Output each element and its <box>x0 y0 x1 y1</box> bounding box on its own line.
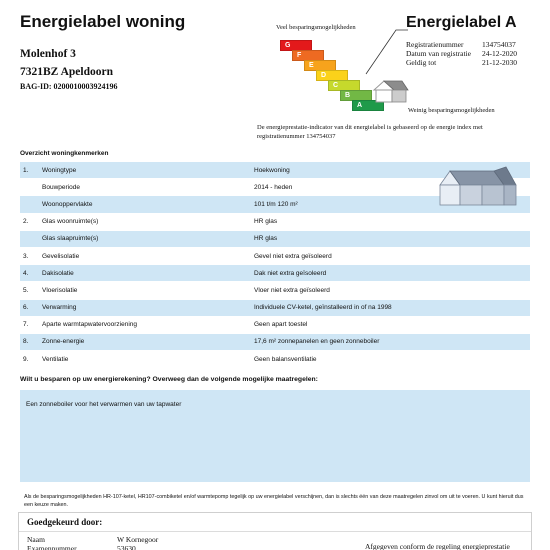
address-line-1: Molenhof 3 <box>20 48 76 60</box>
scale-caption-bottom: Weinig besparingsmogelijkheden <box>408 107 495 114</box>
registration-value: 21-12-2030 <box>482 58 517 67</box>
approval-value: W Kornegoor <box>117 535 159 544</box>
row-number: 8. <box>23 338 29 346</box>
row-name: Verwarming <box>42 304 77 312</box>
corner-house-icon <box>436 163 520 211</box>
approval-key: Naam <box>27 535 45 544</box>
row-number: 7. <box>23 321 29 329</box>
row-number: 1. <box>23 166 29 174</box>
approval-value: 53630 <box>117 544 136 550</box>
row-name: Glas slaapruimte(s) <box>42 235 99 243</box>
advice-footnote: Als de besparingsmogelijkheden HR-107-ketel, HR107-combiketel en/of warmtepomp tegelijk op uw energielabel verschijnen, dan is slechts één van deze maatregelen zinvol om uit te voeren. U kunt hieruit dus een keuze maken. <box>24 494 524 508</box>
row-value: Gevel niet extra geïsoleerd <box>254 252 332 260</box>
table-row <box>20 317 530 334</box>
row-value: Individuele CV-ketel, geïnstalleerd in of na 1998 <box>254 304 392 312</box>
row-name: Gevelisolatie <box>42 252 80 260</box>
row-value: Geen apart toestel <box>254 321 308 329</box>
overview-heading: Overzicht woningkenmerken <box>20 150 109 157</box>
measure-item: Een zonneboiler voor het verwarmen van uw tapwater <box>26 401 182 408</box>
row-value: 17,6 m² zonnepanelen en geen zonneboiler <box>254 338 380 346</box>
indicator-text: De energieprestatie-indicator van dit energielabel is gebaseerd op de energie index met registratienummer 134754037 <box>257 124 483 140</box>
row-number: 9. <box>23 355 29 363</box>
registration-value: 134754037 <box>482 40 516 49</box>
scale-bar-b: B <box>340 90 372 101</box>
row-name: Glas woonruimte(s) <box>42 218 99 226</box>
row-name: Woonoppervlakte <box>42 200 93 208</box>
scale-bar-c: C <box>328 80 360 91</box>
conform-text: Afgegeven conform de regeling energieprestatie <box>365 542 510 550</box>
registration-row <box>406 49 517 58</box>
row-name: Dakisolatie <box>42 269 74 277</box>
registration-row <box>406 40 517 49</box>
row-name: Ventilatie <box>42 355 69 363</box>
row-value: 2014 - heden <box>254 183 293 191</box>
scale-bar-d: D <box>316 70 348 81</box>
table-row <box>20 231 530 248</box>
approval-key: Examennummer <box>27 544 77 550</box>
table-row <box>20 300 530 317</box>
divider <box>19 531 531 532</box>
row-value: Vloer niet extra geïsoleerd <box>254 286 330 294</box>
label-connector <box>360 28 410 78</box>
approval-row <box>27 535 158 544</box>
row-value: HR glas <box>254 235 278 243</box>
table-row <box>20 351 530 368</box>
row-name: Aparte warmtapwatervoorziening <box>42 321 138 329</box>
registration-details <box>406 40 517 67</box>
table-row <box>20 282 530 299</box>
row-number: 3. <box>23 252 29 260</box>
address-line-2: 7321BZ Apeldoorn <box>20 66 113 78</box>
approval-row <box>27 544 136 550</box>
row-number: 4. <box>23 269 29 277</box>
registration-row <box>406 58 517 67</box>
bag-id: BAG-ID: 0200010003924196 <box>20 82 118 91</box>
approval-title: Goedgekeurd door: <box>27 517 103 527</box>
row-name: Woningtype <box>42 166 77 174</box>
table-row <box>20 214 530 231</box>
table-row <box>20 248 530 265</box>
scale-caption-top: Veel besparingsmogelijkheden <box>276 24 356 31</box>
row-number: 6. <box>23 304 29 312</box>
scale-bar-e: E <box>304 60 336 71</box>
row-name: Vloerisolatie <box>42 286 78 294</box>
registration-value: 24-12-2020 <box>482 49 517 58</box>
row-number: 2. <box>23 218 29 226</box>
energy-label-heading: Energielabel A <box>406 14 517 31</box>
measures-box <box>20 390 530 482</box>
registration-key: Registratienummer <box>406 40 464 49</box>
house-icon <box>372 78 410 104</box>
row-value: 101 t/m 120 m² <box>254 200 298 208</box>
page-title: Energielabel woning <box>20 12 186 31</box>
row-value: Dak niet extra geïsoleerd <box>254 269 327 277</box>
approval-box <box>18 512 532 550</box>
scale-bar-g: G <box>280 40 312 51</box>
row-value: Geen balansventilatie <box>254 355 317 363</box>
scale-bar-f: F <box>292 50 324 61</box>
row-value: Hoekwoning <box>254 166 290 174</box>
table-row <box>20 265 530 282</box>
advice-question: Wilt u besparen op uw energierekening? Overweeg dan de volgende mogelijke maatregelen: <box>20 376 318 383</box>
registration-key: Datum van registratie <box>406 49 471 58</box>
registration-key: Geldig tot <box>406 58 437 67</box>
row-name: Zonne-energie <box>42 338 85 346</box>
row-value: HR glas <box>254 218 278 226</box>
address <box>20 45 113 81</box>
table-row <box>20 334 530 351</box>
scale-bar-a: A <box>352 100 384 111</box>
row-name: Bouwperiode <box>42 183 80 191</box>
row-number: 5. <box>23 286 29 294</box>
